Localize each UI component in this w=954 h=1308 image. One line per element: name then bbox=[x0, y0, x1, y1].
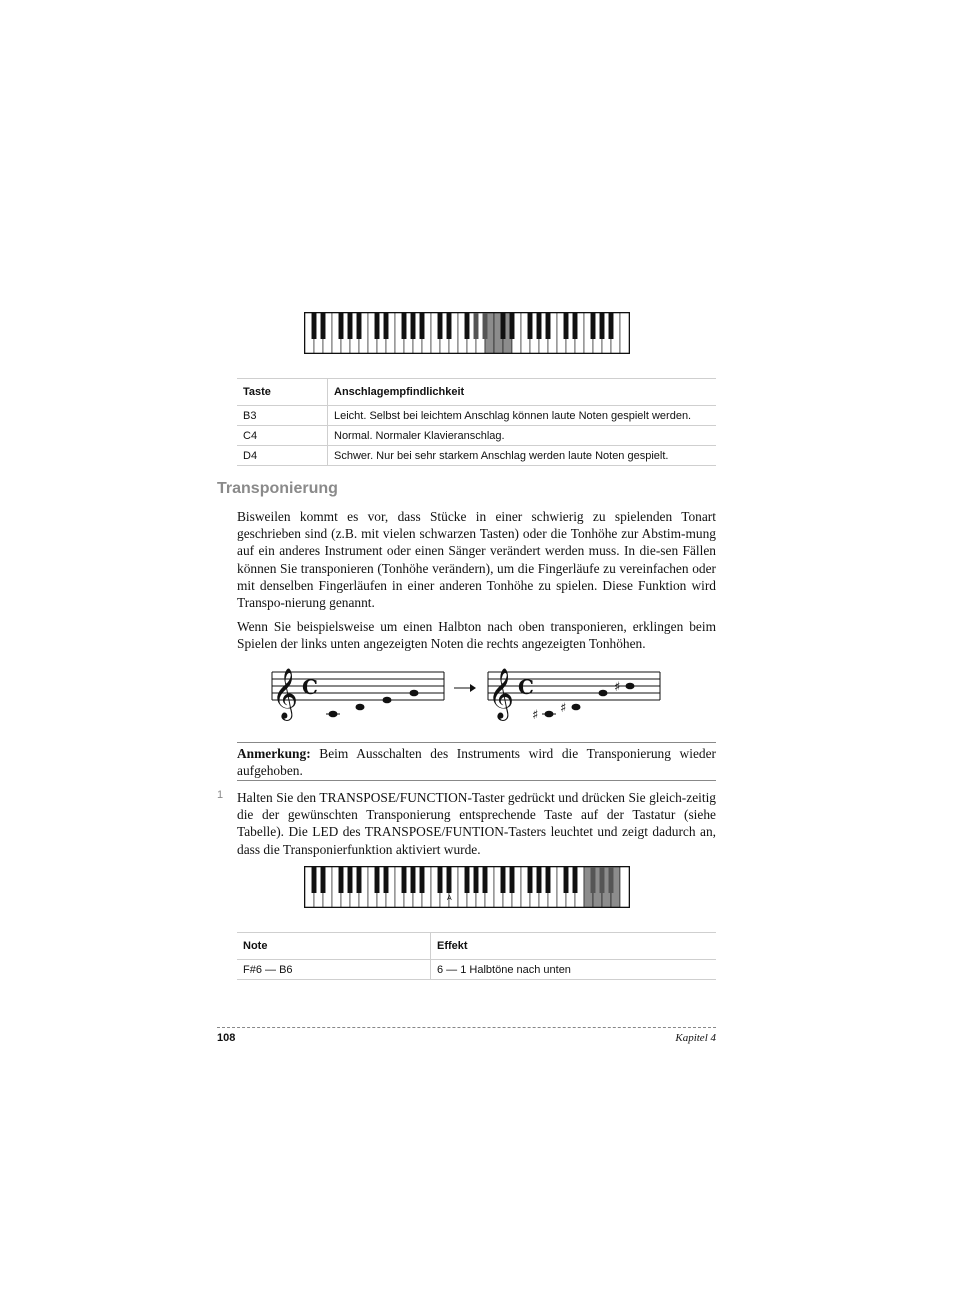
table-row bbox=[237, 406, 716, 426]
black-key bbox=[501, 867, 506, 893]
black-key bbox=[510, 313, 515, 339]
black-key bbox=[537, 867, 542, 893]
black-key bbox=[474, 313, 479, 339]
table-cell: B3 bbox=[237, 406, 328, 426]
page-number: 108 bbox=[217, 1032, 236, 1044]
table-cell: Normal. Normaler Klavieranschlag. bbox=[328, 426, 717, 446]
column-header-taste: Taste bbox=[237, 379, 328, 406]
black-key bbox=[339, 867, 344, 893]
black-key bbox=[357, 313, 362, 339]
note-box bbox=[237, 742, 716, 781]
black-key bbox=[564, 867, 569, 893]
black-key bbox=[600, 313, 605, 339]
black-key bbox=[528, 313, 533, 339]
svg-text:C: C bbox=[302, 675, 318, 699]
black-key bbox=[348, 867, 353, 893]
black-key bbox=[420, 313, 425, 339]
black-key bbox=[546, 867, 551, 893]
white-key bbox=[620, 867, 629, 907]
svg-text:𝄞: 𝄞 bbox=[488, 668, 515, 719]
music-notation-example bbox=[268, 660, 664, 724]
black-key bbox=[483, 313, 488, 339]
black-key bbox=[411, 867, 416, 893]
table-cell: F#6 — B6 bbox=[237, 960, 431, 980]
note-text: Beim Ausschalten des Instruments wird die Transponierung wieder aufgehoben. bbox=[237, 746, 716, 779]
black-key bbox=[474, 867, 479, 893]
paragraph-intro: Bisweilen kommt es vor, dass Stücke in einer schwierig zu spielenden Tonart geschrieben sind (z.B. mit vielen schwarzen Tasten) oder die Tonhöhe zur Abstim-mung auf ein anderes Instrument oder einen Sänger verändert werden muss. In die-sen Fällen können Sie transponieren (Tonhöhe verändern), um die Fingerläufe zu vereinfachen oder mit denselben Fingerläufen in einer anderen Tonhöhe zu spielen. Diese Funktion wird Transpo-nierung genannt. bbox=[237, 509, 716, 611]
table-cell: 6 — 1 Halbtöne nach unten bbox=[431, 960, 717, 980]
velocity-table bbox=[237, 378, 716, 466]
black-key bbox=[312, 867, 317, 893]
black-key bbox=[573, 313, 578, 339]
black-key bbox=[375, 867, 380, 893]
footer-divider bbox=[217, 1027, 716, 1028]
svg-text:♯: ♯ bbox=[614, 680, 621, 695]
black-key bbox=[591, 867, 596, 893]
paragraph-example: Wenn Sie beispielsweise um einen Halbton nach oben transponieren, erklingen beim Spielen der links unten angezeigten Noten die rechts angezeigten Tonhöhen. bbox=[237, 619, 716, 652]
section-title: Transponierung bbox=[217, 480, 338, 497]
chapter-label: Kapitel 4 bbox=[675, 1032, 716, 1044]
black-key bbox=[438, 313, 443, 339]
black-key bbox=[447, 867, 452, 893]
table-header-row bbox=[237, 379, 716, 406]
column-header-note: Note bbox=[237, 933, 431, 960]
black-key bbox=[375, 313, 380, 339]
keyboard-diagram-transpose bbox=[304, 866, 630, 908]
black-key bbox=[402, 867, 407, 893]
black-key bbox=[573, 867, 578, 893]
svg-text:𝄞: 𝄞 bbox=[272, 668, 299, 719]
table-cell: C4 bbox=[237, 426, 328, 446]
black-key bbox=[465, 867, 470, 893]
black-key bbox=[609, 867, 614, 893]
step-text: Halten Sie den TRANSPOSE/FUNCTION-Taster gedrückt und drücken Sie gleich-zeitig die der gewünschten Transponierung entsprechende Taste auf der Tastatur (siehe Tabelle). Die LED des TRANSPOSE/FUNTION-Tasters leuchtet und zeigt dadurch an, dass die Transponierfunktion aktiviert wurde. bbox=[237, 790, 716, 857]
black-key bbox=[465, 313, 470, 339]
table-row bbox=[237, 960, 716, 980]
step-number: 1 bbox=[217, 789, 224, 801]
keyboard-marker-label: A bbox=[447, 895, 452, 902]
column-header-effekt: Effekt bbox=[431, 933, 717, 960]
transpose-table bbox=[237, 932, 716, 980]
black-key bbox=[447, 313, 452, 339]
svg-text:C: C bbox=[518, 675, 534, 699]
table-header-row bbox=[237, 933, 716, 960]
black-key bbox=[357, 867, 362, 893]
note-label: Anmerkung: bbox=[237, 746, 311, 761]
black-key bbox=[609, 313, 614, 339]
column-header-anschlag: Anschlagempfindlichkeit bbox=[328, 379, 717, 406]
black-key bbox=[321, 867, 326, 893]
black-key bbox=[501, 313, 506, 339]
black-key bbox=[564, 313, 569, 339]
black-key bbox=[384, 313, 389, 339]
black-key bbox=[483, 867, 488, 893]
black-key bbox=[339, 313, 344, 339]
black-key bbox=[591, 313, 596, 339]
svg-text:♯: ♯ bbox=[532, 708, 539, 723]
black-key bbox=[402, 313, 407, 339]
black-key bbox=[420, 867, 425, 893]
black-key bbox=[510, 867, 515, 893]
black-key bbox=[312, 313, 317, 339]
keyboard-diagram-velocity bbox=[304, 312, 630, 354]
svg-text:♯: ♯ bbox=[560, 701, 567, 716]
table-cell: D4 bbox=[237, 446, 328, 466]
black-key bbox=[546, 313, 551, 339]
black-key bbox=[438, 867, 443, 893]
black-key bbox=[348, 313, 353, 339]
black-key bbox=[384, 867, 389, 893]
table-row bbox=[237, 426, 716, 446]
black-key bbox=[537, 313, 542, 339]
black-key bbox=[600, 867, 605, 893]
white-key bbox=[620, 313, 629, 353]
black-key bbox=[528, 867, 533, 893]
table-row bbox=[237, 446, 716, 466]
table-cell: Leicht. Selbst bei leichtem Anschlag können laute Noten gespielt werden. bbox=[328, 406, 717, 426]
black-key bbox=[321, 313, 326, 339]
black-key bbox=[411, 313, 416, 339]
table-cell: Schwer. Nur bei sehr starkem Anschlag werden laute Noten gespielt. bbox=[328, 446, 717, 466]
